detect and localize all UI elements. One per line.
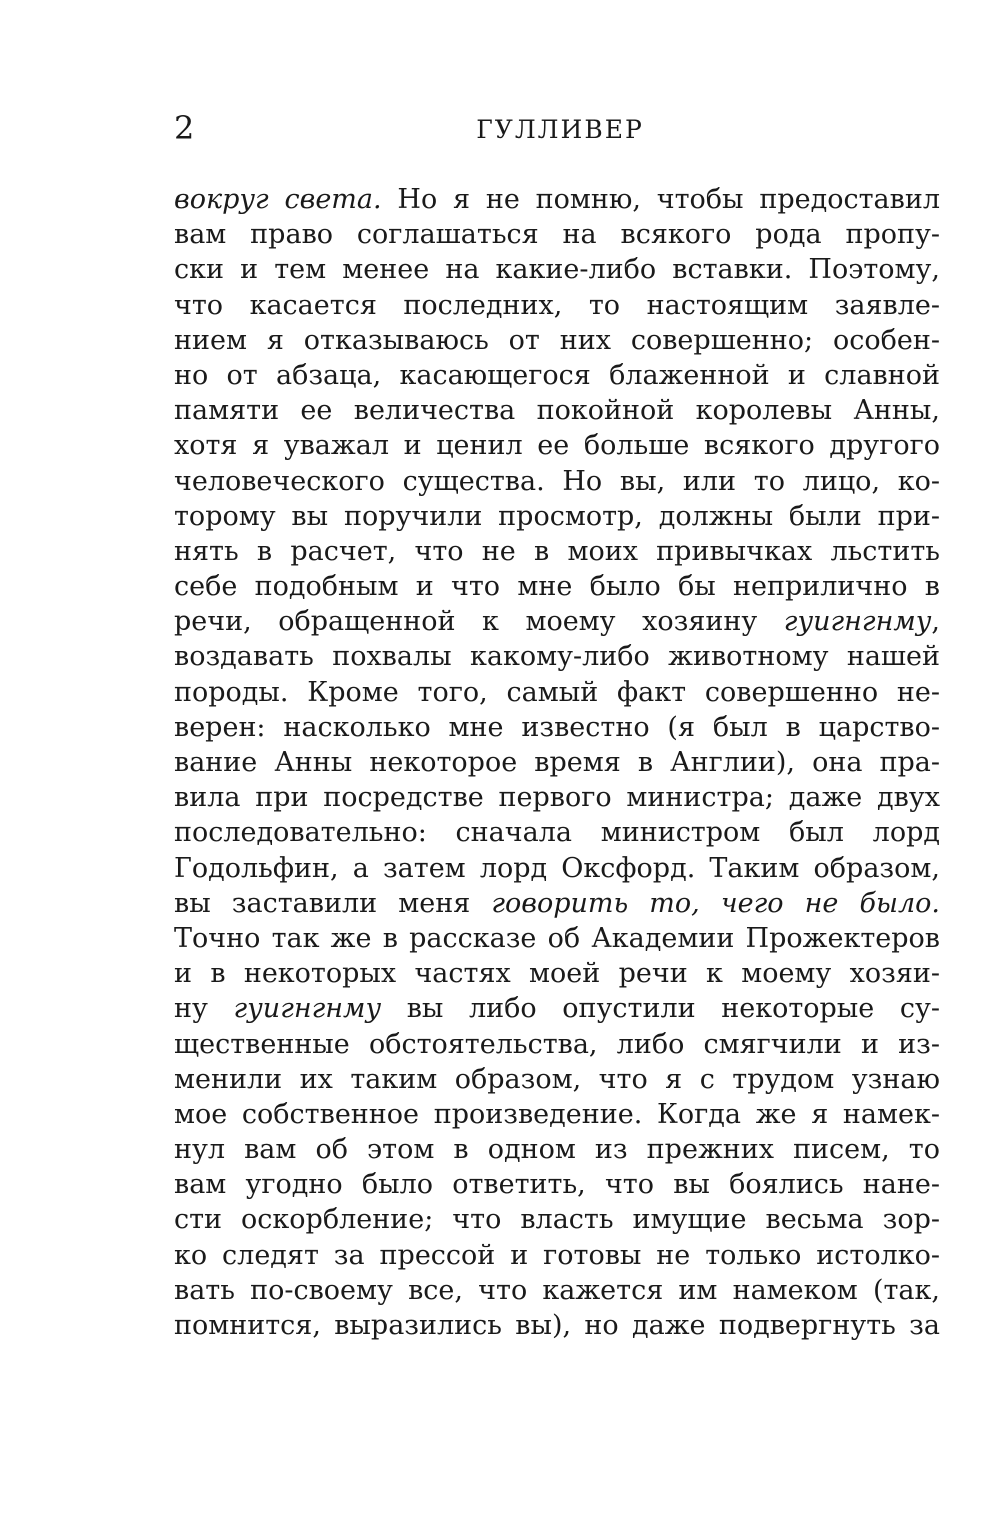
text-span: речи, обращенной к моему хозяину [174,606,784,638]
text-span: воздавать похвалы какому-либо животному нашей [174,641,940,673]
text-line [174,252,940,287]
text-line [174,815,940,850]
running-title: ГУЛЛИВЕР [476,115,644,144]
text-line [174,534,940,569]
text-span: нять в расчет, что не в моих привычках льстить [174,535,940,567]
text-span: что касается последних, то настоящим заявле- [174,289,940,321]
page-number: 2 [174,109,195,147]
text-span: себе подобным и что мне было бы неприлично в [174,571,940,603]
italic-text: вокруг света. [174,184,382,215]
text-line [174,780,940,815]
text-span: породы. Кроме того, самый факт совершенно не- [174,676,940,708]
text-span: вы заставили меня [174,887,492,919]
text-span: вы либо опустили некоторые су- [381,993,941,1025]
text-span: человеческого существа. Но вы, или то лицо, ко- [174,465,940,497]
text-line [174,393,940,428]
text-line [174,675,940,710]
text-line [174,1097,940,1132]
text-span: вам право соглашаться на всякого рода пропу- [174,219,940,251]
text-line [174,1062,940,1097]
text-line [174,710,940,745]
text-line [174,1238,940,1273]
text-line [174,921,940,956]
text-span: последовательно: сначала министром был лорд [174,817,940,849]
text-line [174,323,940,358]
text-span: торому вы поручили просмотр, должны были при- [174,500,940,532]
text-span: нул вам об этом в одном из прежних писем, то [174,1134,940,1166]
text-span: ски и тем менее на какие-либо вставки. Поэтому, [174,254,940,286]
text-line [174,288,940,323]
text-line [174,464,940,499]
text-line [174,1273,940,1308]
text-span: памяти ее величества покойной королевы Анны, [174,395,940,427]
text-span: менили их таким образом, что я с трудом узнаю [174,1063,940,1095]
text-span: помнится, выразились вы), но даже подвергнуть за [174,1310,940,1341]
text-line [174,991,940,1026]
text-span: Точно так же в рассказе об Академии Прожектеров [174,922,940,954]
text-span: вила при посредстве первого министра; даже двух [174,782,940,814]
text-span: сти оскорбление; что власть имущие весьма зор- [174,1204,940,1236]
text-span: хотя я уважал и ценил ее больше всякого другого [174,430,940,462]
text-line [174,569,940,604]
text-line [174,499,940,534]
text-span: вать по-своему все, что кажется им намеком (так, [174,1274,940,1306]
text-line [174,1308,940,1343]
text-span: ну [174,993,234,1025]
text-line [174,639,940,674]
text-line [174,956,940,991]
text-span: вание Анны некоторое время в Англии), она пра- [174,747,940,778]
text-line [174,604,940,639]
italic-text: говорить то, чего не было. [491,887,940,919]
text-span: вам угодно было ответить, что вы боялись нане- [174,1169,940,1201]
text-span: и в некоторых частях моей речи к моему хозяи- [174,958,940,990]
text-span: мое собственное произведение. Когда же я намек- [174,1098,940,1130]
text-span: Но я не помню, чтобы предоставил [381,184,940,215]
text-line [174,1167,940,1202]
text-line [174,851,940,886]
text-line [174,182,940,217]
text-line [174,358,940,393]
text-span: щественные обстоятельства, либо смягчили и из- [174,1028,940,1060]
body-text [174,182,940,1343]
italic-text: гуигнгнму [233,993,382,1025]
text-line [174,886,940,921]
text-line [174,745,940,780]
text-span: , [931,606,940,638]
text-line [174,1202,940,1237]
text-span: Годольфин, а затем лорд Оксфорд. Таким образом, [174,852,940,884]
text-line [174,1132,940,1167]
text-span: верен: насколько мне известно (я был в царство- [174,711,940,743]
text-span: нием я отказываюсь от них совершенно; особен- [174,324,940,356]
text-span: но от абзаца, касающегося блаженной и славной [174,359,940,391]
text-line [174,1027,940,1062]
text-span: ко следят за прессой и готовы не только истолко- [174,1239,940,1271]
italic-text: гуигнгнму [783,606,932,638]
text-line [174,428,940,463]
text-line [174,217,940,252]
